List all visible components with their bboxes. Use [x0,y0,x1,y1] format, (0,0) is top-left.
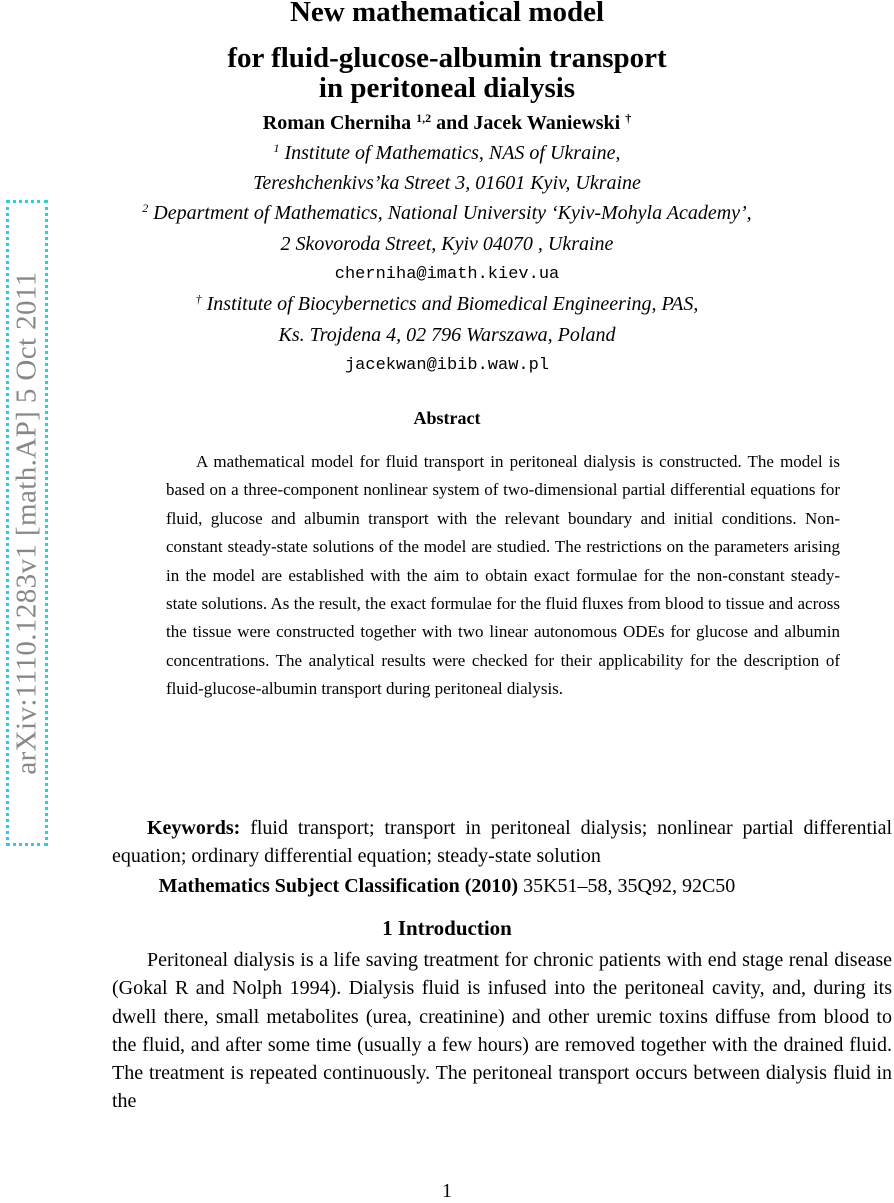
author-1-affiliation-marks: 1,2 [416,111,432,125]
author-connector: and [436,112,469,134]
affiliation-2-mark: 2 [142,201,149,215]
keywords-text: fluid transport; transport in peritoneal dialysis; nonlinear partial differential equation; ordinary differential equation; steady-state solution [112,817,892,868]
page-number: 1 [442,1180,452,1202]
affiliation-3-line-2: Ks. Trojdena 4, 02 796 Warszawa, Poland [278,324,616,346]
author-line [0,112,894,135]
affiliation-2-text: Department of Mathematics, National University ‘Kyiv-Mohyla Academy’, [153,202,752,224]
msc-label: Mathematics Subject Classification (2010) [158,875,519,897]
author-1-name: Roman Cherniha [262,112,412,134]
affiliation-3-line-1 [0,293,894,316]
affiliation-1-text: Institute of Mathematics, NAS of Ukraine, [284,142,621,164]
abstract-body: A mathematical model for fluid transport in peritoneal dialysis is constructed. The model is based on a three-component nonlinear system of two-dimensional partial differential equations for fluid, glucose and albumin transport with the relevant boundary and initial conditions. Non-constant steady-state solutions of the model are studied. The restrictions on the parameters arising in the model are established with the aim to obtain exact formulae for the non-constant steady-state solutions. As the result, the exact formulae for the fluid fluxes from blood to tissue and across the tissue were constructed together with two linear autonomous ODEs for glucose and albumin concentrations. The analytical results were checked for their applicability for the description of fluid-glucose-albumin transport during peritoneal dialysis. [166,452,840,699]
affiliation-3-mark: † [195,292,202,306]
abstract-heading: Abstract [413,408,481,428]
affiliation-1-line-2: Tereshchenkivs’ka Street 3, 01601 Kyiv, Ukraine [253,172,641,194]
author-2-affiliation-mark: † [625,111,632,125]
author-2-name: Jacek Waniewski [473,112,621,134]
paper-title-line-1: New mathematical model [289,0,605,28]
paper-title-line-2: for fluid-glucose-albumin transport [227,42,667,74]
keywords-label: Keywords: [147,817,241,839]
arxiv-identifier: arXiv:1110.1283v1 [math.AP] 5 Oct 2011 [10,271,43,775]
affiliation-3-text: Institute of Biocybernetics and Biomedical Engineering, PAS, [206,293,699,315]
affiliation-1-mark: 1 [273,141,280,155]
introduction-paragraph: Peritoneal dialysis is a life saving treatment for chronic patients with end stage renal disease (Gokal R and Nolph 1994). Dialysis fluid is infused into the peritoneal cavity, and, during its dwell there, small metabolites (urea, creatinine) and other uremic toxins diffuse from blood to the fluid, and after some time (usually a few hours) are removed together with the drained fluid. The treatment is repeated continuously. The peritoneal transport occurs between dialysis fluid in the [112,949,892,1113]
keywords-paragraph [112,814,892,871]
msc-line [0,875,894,898]
email-2: jacekwan@ibib.waw.pl [344,356,550,375]
affiliation-1-line-1 [0,142,894,165]
section-heading-introduction: 1 Introduction [382,916,512,940]
affiliation-2-line-2: 2 Skovoroda Street, Kyiv 04070 , Ukraine [280,233,614,255]
email-1: cherniha@imath.kiev.ua [334,265,560,284]
paper-title-line-3: in peritoneal dialysis [318,72,576,104]
affiliation-2-line-1 [0,202,894,225]
msc-codes: 35K51–58, 35Q92, 92C50 [523,875,736,897]
